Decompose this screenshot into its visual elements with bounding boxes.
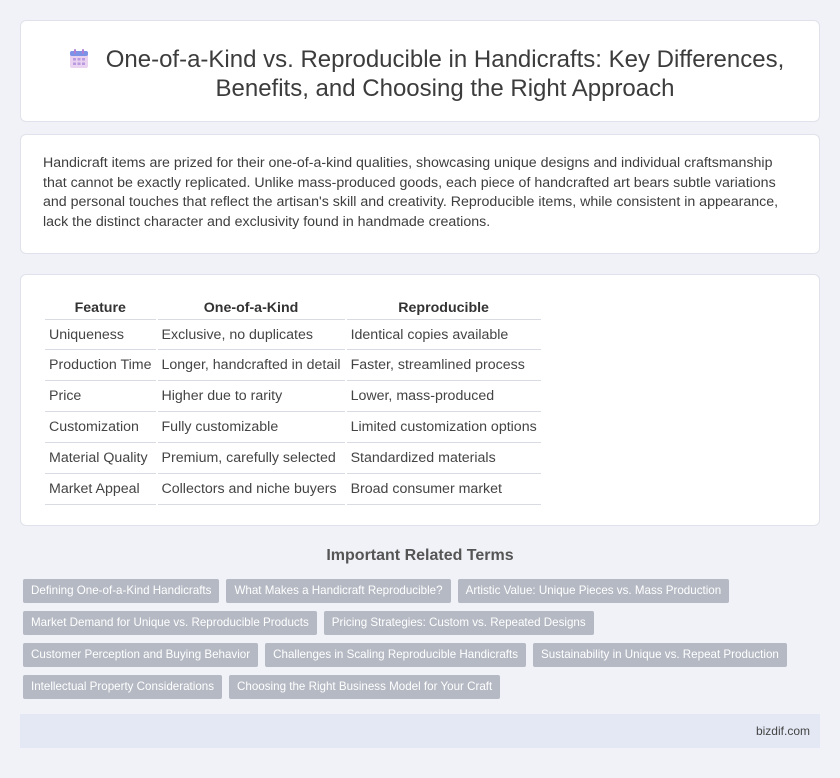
table-cell: Customization — [45, 412, 156, 443]
related-term-tag[interactable]: Challenges in Scaling Reproducible Handicrafts — [265, 643, 526, 667]
related-term-tag[interactable]: Defining One-of-a-Kind Handicrafts — [23, 579, 219, 603]
tag-row — [23, 579, 823, 603]
related-term-tag[interactable]: What Makes a Handicraft Reproducible? — [226, 579, 450, 603]
table-cell: Material Quality — [45, 443, 156, 474]
related-term-tag[interactable]: Artistic Value: Unique Pieces vs. Mass Production — [458, 579, 730, 603]
table-cell: Production Time — [45, 350, 156, 381]
related-term-tag[interactable]: Pricing Strategies: Custom vs. Repeated Designs — [324, 611, 594, 635]
related-terms-heading: Important Related Terms — [326, 547, 514, 564]
site-name[interactable]: bizdif.com — [755, 724, 810, 738]
tag-row — [23, 611, 823, 635]
table-cell: Broad consumer market — [347, 474, 541, 505]
comparison-table — [43, 296, 543, 505]
table-cell: Market Appeal — [45, 474, 156, 505]
footer-bar — [20, 714, 820, 748]
table-row — [45, 412, 541, 443]
table-row — [45, 474, 541, 505]
tag-row — [23, 643, 823, 667]
related-term-tag[interactable]: Sustainability in Unique vs. Repeat Production — [533, 643, 787, 667]
table-row — [45, 443, 541, 474]
tag-row — [23, 675, 823, 699]
table-cell: Faster, streamlined process — [347, 350, 541, 381]
comparison-table-card — [20, 274, 820, 526]
table-cell: Fully customizable — [158, 412, 345, 443]
table-cell: Identical copies available — [347, 319, 541, 350]
page-title: One-of-a-Kind vs. Reproducible in Handicrafts: Key Differences, Benefits, and Choosing the Right Approach — [105, 46, 785, 102]
column-header-one-of-a-kind: One-of-a-Kind — [203, 299, 299, 316]
table-cell: Standardized materials — [347, 443, 541, 474]
related-term-tag[interactable]: Market Demand for Unique vs. Reproducible Products — [23, 611, 317, 635]
table-cell: Lower, mass-produced — [347, 381, 541, 412]
table-cell: Limited customization options — [347, 412, 541, 443]
table-row — [45, 319, 541, 350]
table-cell: Uniqueness — [45, 319, 156, 350]
intro-card — [20, 134, 820, 254]
table-cell: Longer, handcrafted in detail — [158, 350, 345, 381]
related-term-tag[interactable]: Choosing the Right Business Model for Your Craft — [229, 675, 500, 699]
title-card — [20, 20, 820, 122]
table-cell: Price — [45, 381, 156, 412]
table-cell: Exclusive, no duplicates — [158, 319, 345, 350]
column-header-reproducible: Reproducible — [398, 299, 489, 316]
related-term-tag[interactable]: Customer Perception and Buying Behavior — [23, 643, 258, 667]
table-header-row — [45, 296, 541, 319]
table-cell: Collectors and niche buyers — [158, 474, 345, 505]
table-cell: Higher due to rarity — [158, 381, 345, 412]
related-terms-list — [23, 579, 823, 707]
related-term-tag[interactable]: Intellectual Property Considerations — [23, 675, 222, 699]
table-cell: Premium, carefully selected — [158, 443, 345, 474]
table-row — [45, 381, 541, 412]
intro-paragraph: Handicraft items are prized for their one-of-a-kind qualities, showcasing unique designs and individual craftsmanship that cannot be exactly replicated. Unlike mass-produced goods, each piece of handcrafted art bears subtle variations and personal touches that reflect the artisan's skill and creativity. Reproducible items, while consistent in appearance, lack the distinct character and exclusivity found in handmade creations. — [43, 155, 779, 230]
column-header-feature: Feature — [74, 299, 126, 316]
table-row — [45, 350, 541, 381]
